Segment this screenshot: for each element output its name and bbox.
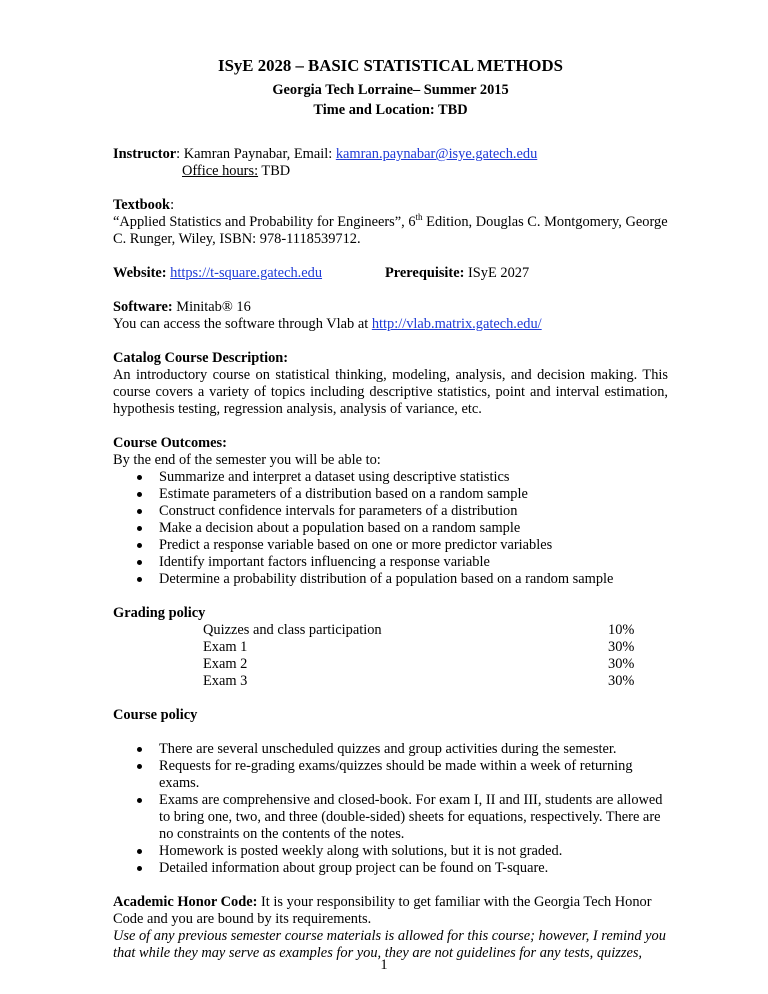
page-number: 1 <box>380 957 388 973</box>
list-item: Estimate parameters of a distribution based on a random sample <box>113 486 668 503</box>
grading-item: Exam 2 <box>203 656 248 672</box>
table-row <box>113 673 668 690</box>
honor-code-heading: Academic Honor Code: <box>113 894 258 910</box>
grading-pct: 30% <box>608 656 635 672</box>
software-section <box>113 299 668 333</box>
course-time-line: Time and Location: TBD <box>313 102 468 118</box>
table-row <box>113 622 668 639</box>
grading-pct: 10% <box>608 622 635 638</box>
course-title: ISyE 2028 – BASIC STATISTICAL METHODS <box>218 56 563 75</box>
catalog-section <box>113 350 668 418</box>
software-value: Minitab® 16 <box>172 299 251 315</box>
outcomes-list <box>113 469 668 588</box>
vlab-link[interactable]: http://vlab.matrix.gatech.edu/ <box>371 316 542 332</box>
textbook-edition-sup: th <box>415 212 423 223</box>
list-item: Make a decision about a population based on a random sample <box>113 520 668 537</box>
honor-code-text: It is your responsibility to get familiar with the Georgia Tech Honor Code and you are bound by its requirements. <box>113 894 652 927</box>
list-item: Construct confidence intervals for parameters of a distribution <box>113 503 668 520</box>
list-item: Detailed information about group project can be found on T-square. <box>113 860 668 877</box>
list-item: Identify important factors influencing a response variable <box>113 554 668 571</box>
catalog-heading: Catalog Course Description: <box>113 350 289 366</box>
grading-pct: 30% <box>608 673 635 689</box>
grading-item: Quizzes and class participation <box>203 622 382 638</box>
list-item: There are several unscheduled quizzes and group activities during the semester. <box>113 741 668 758</box>
catalog-text: An introductory course on statistical thinking, modeling, analysis, and decision making. This course covers a variety of topics including descriptive statistics, point and interval estimation, hypothesis testing, regression analysis, analysis of variance, etc. <box>113 367 668 417</box>
software-label: Software: <box>113 299 173 315</box>
software-access-text: You can access the software through Vlab at <box>113 316 372 332</box>
grading-pct: 30% <box>608 639 635 655</box>
course-location-line: Georgia Tech Lorraine– Summer 2015 <box>272 82 509 98</box>
grading-item: Exam 3 <box>203 673 248 689</box>
outcomes-heading: Course Outcomes: <box>113 435 227 451</box>
outcomes-intro: By the end of the semester you will be able to: <box>113 452 381 468</box>
table-row <box>113 639 668 656</box>
prerequisite-label: Prerequisite: <box>385 265 465 281</box>
textbook-citation-b: Edition, Douglas C. Montgomery, George C. Runger, Wiley, ISBN: 978-1118539712. <box>113 214 668 247</box>
textbook-label: Textbook <box>113 197 171 213</box>
grading-table <box>113 622 668 690</box>
list-item: Determine a probability distribution of a population based on a random sample <box>113 571 668 588</box>
list-item: Exams are comprehensive and closed-book. For exam I, II and III, students are allowed to bring one, two, and three (double-sided) sheets for equations, respectively. There are no constraints on the contents of the notes. <box>113 792 668 843</box>
outcomes-section <box>113 435 668 588</box>
instructor-text: : Kamran Paynabar, Email: <box>176 146 336 162</box>
list-item: Predict a response variable based on one or more predictor variables <box>113 537 668 554</box>
honor-code-italic: Use of any previous semester course materials is allowed for this course; however, I remind you that while they may serve as examples for you, they are not guidelines for any tests, quizzes, <box>113 928 666 961</box>
grading-item: Exam 1 <box>203 639 248 655</box>
textbook-citation-a: “Applied Statistics and Probability for Engineers”, 6 <box>113 214 416 230</box>
course-policy-heading: Course policy <box>113 707 198 723</box>
course-policy-section <box>113 707 668 877</box>
course-policy-list <box>113 741 668 877</box>
website-prereq-row <box>113 265 668 282</box>
list-item: Summarize and interpret a dataset using descriptive statistics <box>113 469 668 486</box>
page-content <box>113 56 668 962</box>
textbook-colon: : <box>170 197 175 213</box>
list-item: Requests for re-grading exams/quizzes should be made within a week of returning exams. <box>113 758 668 792</box>
grading-heading: Grading policy <box>113 605 206 621</box>
instructor-section <box>113 146 668 180</box>
office-hours-value: TBD <box>258 163 291 179</box>
grading-section <box>113 605 668 690</box>
table-row <box>113 656 668 673</box>
textbook-section <box>113 197 668 248</box>
office-hours-label: Office hours: <box>182 163 259 179</box>
website-label: Website: <box>113 265 167 281</box>
instructor-label: Instructor <box>113 146 177 162</box>
instructor-email-link[interactable]: kamran.paynabar@isye.gatech.edu <box>335 146 538 162</box>
textbook-citation <box>113 214 668 248</box>
honor-code-section <box>113 894 668 962</box>
website-link[interactable]: https://t-square.gatech.edu <box>170 265 323 281</box>
prerequisite-value: ISyE 2027 <box>464 265 530 281</box>
list-item: Homework is posted weekly along with solutions, but it is not graded. <box>113 843 668 860</box>
